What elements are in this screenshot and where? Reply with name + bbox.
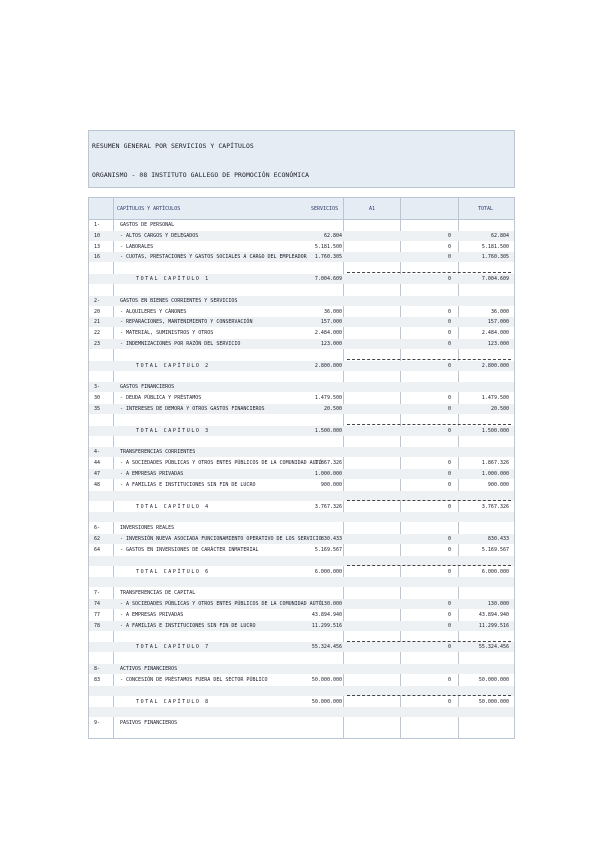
row-description: TOTAL CAPÍTULO 6 — [136, 568, 210, 575]
row-total-value: 43.894.940 — [478, 611, 509, 618]
row-a1-value: 1.479.500 — [314, 395, 342, 402]
row-description: GASTOS DE PERSONAL — [120, 222, 175, 228]
row-description: - A FAMILIAS E INSTITUCIONES SIN FIN DE LUCRO — [120, 622, 256, 629]
row-code: 1- — [94, 222, 101, 228]
row-total-value: 157.000 — [487, 319, 509, 326]
row-servicios-value: 0 — [447, 395, 451, 402]
subtotal-separator — [347, 424, 511, 425]
chapter-heading-row — [89, 588, 514, 598]
row-servicios-value: 0 — [447, 232, 451, 239]
row-description: - INDEMNIZACIONES POR RAZÓN DEL SERVICIO — [120, 341, 241, 348]
row-servicios-value: 0 — [447, 406, 451, 413]
row-servicios-value: 0 — [447, 644, 451, 651]
table-row — [89, 621, 514, 631]
row-servicios-value: 0 — [447, 546, 451, 553]
chapter-total-row — [89, 274, 514, 284]
row-description: TOTAL CAPÍTULO 2 — [136, 362, 210, 369]
row-description: TOTAL CAPÍTULO 4 — [136, 503, 210, 510]
table-row — [89, 404, 514, 414]
table-row — [89, 231, 514, 241]
row-servicios-value: 0 — [447, 676, 451, 683]
chapter-heading-row — [89, 664, 514, 674]
row-description: - A EMPRESAS PRIVADAS — [120, 611, 184, 618]
row-total-value: 11.299.516 — [478, 622, 509, 629]
row-description: - REPARACIONES, MANTENIMIENTO Y CONSERVACIÓN — [120, 319, 253, 326]
row-total-value: 2.484.000 — [481, 330, 509, 337]
table-row — [89, 534, 514, 544]
row-servicios-value: 0 — [447, 698, 451, 705]
subtotal-separator — [347, 359, 511, 360]
column-header-row — [89, 198, 514, 220]
row-code: 30 — [94, 395, 101, 402]
row-description: - INVERSIÓN NUEVA ASOCIADA FUNCIONAMIENTO OPERATIVO DE LOS SERVICIO — [120, 536, 322, 543]
row-total-value: 1.479.500 — [481, 395, 509, 402]
row-code: 9- — [94, 720, 101, 727]
row-servicios-value: 0 — [447, 568, 451, 575]
row-code: 13 — [94, 243, 101, 250]
table-row — [89, 469, 514, 479]
chapter-heading-row — [89, 296, 514, 306]
row-total-value: 1.867.326 — [481, 460, 509, 467]
row-description: - ALTOS CARGOS Y DELEGADOS — [120, 232, 199, 239]
budget-table — [88, 197, 515, 739]
row-servicios-value: 0 — [447, 601, 451, 608]
row-code: 16 — [94, 254, 101, 261]
row-a1-value: 123.000 — [320, 341, 342, 348]
row-total-value: 2.800.000 — [481, 362, 509, 369]
row-code: 74 — [94, 601, 101, 608]
row-code: 47 — [94, 471, 101, 478]
row-servicios-value: 0 — [447, 330, 451, 337]
row-servicios-value: 0 — [447, 308, 451, 315]
row-code: 44 — [94, 460, 101, 467]
table-row — [89, 393, 514, 403]
subtotal-separator — [347, 272, 511, 273]
spacer-row — [89, 372, 514, 382]
spacer-row — [89, 577, 514, 587]
row-code: 23 — [94, 341, 101, 348]
row-servicios-value: 0 — [447, 427, 451, 434]
row-servicios-value: 0 — [447, 611, 451, 618]
row-code: 62 — [94, 536, 101, 543]
row-servicios-value: 0 — [447, 276, 451, 283]
spacer-row — [89, 285, 514, 295]
chapter-heading-row — [89, 523, 514, 533]
chapter-heading-row — [89, 220, 514, 230]
row-total-value: 55.324.456 — [478, 644, 509, 651]
row-total-value: 130.000 — [487, 601, 509, 608]
row-description: GASTOS FINANCIEROS — [120, 384, 175, 391]
row-code: 8- — [94, 666, 101, 673]
row-total-value: 3.767.326 — [481, 503, 509, 510]
row-code: 77 — [94, 611, 101, 618]
row-a1-value: 1.760.305 — [314, 254, 342, 261]
row-description: INVERSIONES REALES — [120, 525, 175, 532]
column-header-servicios: SERVICIOS — [311, 206, 339, 212]
spacer-row — [89, 437, 514, 447]
organism-line: ORGANISMO - 08 INSTITUTO GALLEGO DE PROMOCIÓN ECONÓMICA — [92, 171, 310, 179]
chapter-heading-row — [89, 382, 514, 392]
row-total-value: 1.000.000 — [481, 471, 509, 478]
chapter-total-row — [89, 361, 514, 371]
chapter-total-row — [89, 426, 514, 436]
row-total-value: 20.500 — [490, 406, 509, 413]
row-a1-value: 2.800.000 — [314, 362, 342, 369]
row-code: 20 — [94, 308, 101, 315]
row-description: GASTOS EN BIENES CORRIENTES Y SERVICIOS — [120, 297, 238, 304]
row-total-value: 830.433 — [487, 536, 509, 543]
row-a1-value: 62.804 — [323, 232, 342, 239]
row-description: - CUOTAS, PRESTACIONES Y GASTOS SOCIALES A CARGO DEL EMPLEADOR — [120, 254, 307, 261]
row-description: - INTERESES DE DEMORA Y OTROS GASTOS FINANCIEROS — [120, 406, 265, 413]
row-code: 78 — [94, 622, 101, 629]
row-total-value: 7.004.609 — [481, 276, 509, 283]
row-a1-value: 2.484.000 — [314, 330, 342, 337]
row-total-value: 900.000 — [487, 481, 509, 488]
table-row — [89, 545, 514, 555]
row-a1-value: 5.169.567 — [314, 546, 342, 553]
row-code: 83 — [94, 676, 101, 683]
row-description: TRANSFERENCIAS DE CAPITAL — [120, 590, 196, 597]
row-total-value: 5.169.567 — [481, 546, 509, 553]
row-total-value: 62.804 — [490, 232, 509, 239]
row-a1-value: 11.299.516 — [311, 622, 342, 629]
row-a1-value: 830.433 — [320, 536, 342, 543]
row-description: - A FAMILIAS E INSTITUCIONES SIN FIN DE LUCRO — [120, 481, 256, 488]
row-description: - DEUDA PÚBLICA Y PRÉSTAMOS — [120, 395, 202, 402]
table-row — [89, 610, 514, 620]
row-code: 2- — [94, 297, 101, 304]
row-description: - A SOCIEDADES PÚBLICAS Y OTROS ENTES PÚBLICOS DE LA COMUNIDAD AUTÓ — [120, 601, 322, 608]
row-a1-value: 43.894.940 — [311, 611, 342, 618]
report-header — [88, 130, 515, 188]
row-servicios-value: 0 — [447, 471, 451, 478]
row-a1-value: 1.500.000 — [314, 427, 342, 434]
row-code: 4- — [94, 449, 101, 456]
table-row — [89, 480, 514, 490]
row-code: 22 — [94, 330, 101, 337]
row-code: 10 — [94, 232, 101, 239]
column-header-total: TOTAL — [478, 206, 494, 212]
table-row — [89, 675, 514, 685]
row-description: - A SOCIEDADES PÚBLICAS Y OTROS ENTES PÚBLICOS DE LA COMUNIDAD AUTÓ — [120, 460, 322, 467]
subtotal-separator — [347, 500, 511, 501]
row-servicios-value: 0 — [447, 503, 451, 510]
row-description: - CONCESIÓN DE PRÉSTAMOS FUERA DEL SECTOR PÚBLICO — [120, 676, 268, 683]
row-code: 48 — [94, 481, 101, 488]
row-code: 3- — [94, 384, 101, 391]
row-code: 64 — [94, 546, 101, 553]
row-a1-value: 55.324.456 — [311, 644, 342, 651]
row-a1-value: 36.000 — [323, 308, 342, 315]
table-row — [89, 317, 514, 327]
row-a1-value: 1.000.000 — [314, 471, 342, 478]
row-total-value: 50.000.000 — [478, 698, 509, 705]
row-servicios-value: 0 — [447, 254, 451, 261]
row-total-value: 1.760.305 — [481, 254, 509, 261]
column-header-capitulos: CAPÍTULOS Y ARTÍCULOS — [117, 206, 181, 212]
spacer-row — [89, 653, 514, 663]
row-a1-value: 3.767.326 — [314, 503, 342, 510]
row-a1-value: 5.181.500 — [314, 243, 342, 250]
row-description: TOTAL CAPÍTULO 1 — [136, 276, 210, 283]
table-row — [89, 328, 514, 338]
row-total-value: 1.500.000 — [481, 427, 509, 434]
row-a1-value: 7.004.609 — [314, 276, 342, 283]
row-code: 6- — [94, 525, 101, 532]
row-description: TOTAL CAPÍTULO 8 — [136, 698, 210, 705]
spacer-row — [89, 512, 514, 522]
table-row — [89, 307, 514, 317]
row-code: 35 — [94, 406, 101, 413]
table-row — [89, 252, 514, 262]
row-a1-value: 20.500 — [323, 406, 342, 413]
chapter-heading-row — [89, 447, 514, 457]
row-description: ACTIVOS FINANCIEROS — [120, 666, 178, 673]
row-description: - GASTOS EN INVERSIONES DE CARÁCTER INMATERIAL — [120, 546, 259, 553]
row-description: - MATERIAL, SUMINISTROS Y OTROS — [120, 330, 214, 337]
row-a1-value: 157.000 — [320, 319, 342, 326]
row-code: 21 — [94, 319, 101, 326]
row-description: TOTAL CAPÍTULO 3 — [136, 427, 210, 434]
row-total-value: 123.000 — [487, 341, 509, 348]
row-a1-value: 900.000 — [320, 481, 342, 488]
row-servicios-value: 0 — [447, 460, 451, 467]
table-row — [89, 242, 514, 252]
chapter-total-row — [89, 642, 514, 652]
row-a1-value: 6.000.000 — [314, 568, 342, 575]
row-description: PASIVOS FINANCIEROS — [120, 720, 178, 727]
chapter-heading-row — [89, 718, 514, 728]
row-servicios-value: 0 — [447, 362, 451, 369]
row-servicios-value: 0 — [447, 536, 451, 543]
spacer-row — [89, 707, 514, 717]
row-servicios-value: 0 — [447, 481, 451, 488]
subtotal-separator — [347, 641, 511, 642]
table-row — [89, 339, 514, 349]
row-servicios-value: 0 — [447, 622, 451, 629]
row-description: - ALQUILERES Y CÁNONES — [120, 308, 187, 315]
chapter-total-row — [89, 567, 514, 577]
row-total-value: 36.000 — [490, 308, 509, 315]
row-a1-value: 1.867.326 — [314, 460, 342, 467]
row-servicios-value: 0 — [447, 243, 451, 250]
row-a1-value: 50.000.000 — [311, 698, 342, 705]
table-row — [89, 599, 514, 609]
row-total-value: 5.181.500 — [481, 243, 509, 250]
subtotal-separator — [347, 695, 511, 696]
report-title: RESUMEN GENERAL POR SERVICIOS Y CAPÍTULOS — [92, 142, 254, 150]
row-total-value: 50.000.000 — [478, 676, 509, 683]
row-code: 7- — [94, 590, 101, 597]
table-row — [89, 458, 514, 468]
subtotal-separator — [347, 565, 511, 566]
row-total-value: 6.000.000 — [481, 568, 509, 575]
row-a1-value: 130.000 — [320, 601, 342, 608]
chapter-total-row — [89, 502, 514, 512]
row-servicios-value: 0 — [447, 319, 451, 326]
row-a1-value: 50.000.000 — [311, 676, 342, 683]
row-servicios-value: 0 — [447, 341, 451, 348]
chapter-total-row — [89, 697, 514, 707]
row-description: TRANSFERENCIAS CORRIENTES — [120, 449, 196, 456]
column-header-a1: A1 — [369, 206, 376, 212]
row-description: - A EMPRESAS PRIVADAS — [120, 471, 184, 478]
row-description: - LABORALES — [120, 243, 154, 250]
row-description: TOTAL CAPÍTULO 7 — [136, 644, 210, 651]
